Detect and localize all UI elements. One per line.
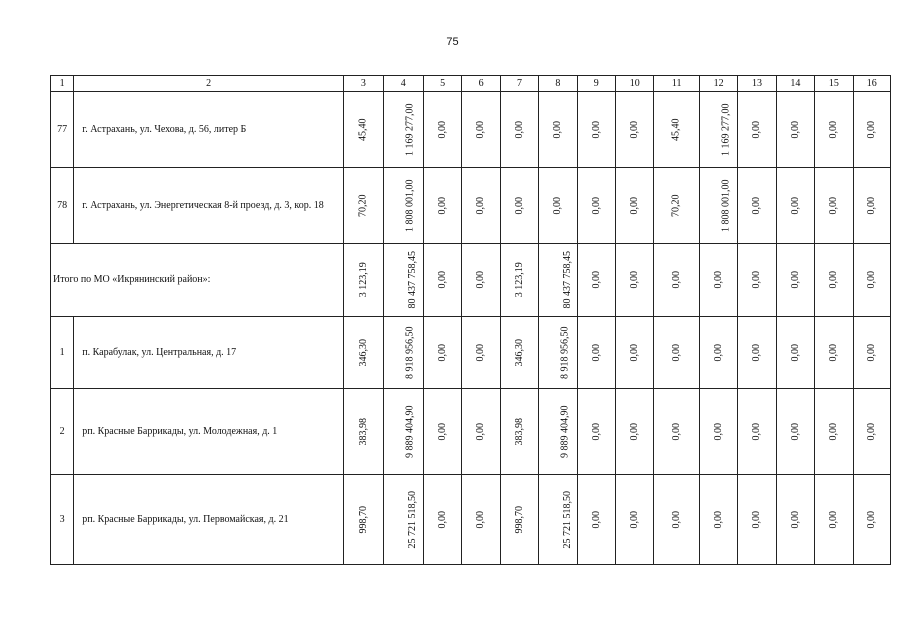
value-cell [654, 244, 699, 317]
value-text: 0,00 [590, 422, 602, 441]
value-text: 0,00 [513, 120, 525, 139]
value-cell [699, 475, 737, 565]
header-cell: 6 [462, 76, 500, 92]
value-cell [853, 389, 890, 475]
data-table [50, 75, 891, 565]
value-text: 0,00 [628, 196, 640, 215]
value-cell [699, 317, 737, 389]
value-cell [738, 389, 776, 475]
value-cell [738, 475, 776, 565]
value-text: 0,00 [475, 510, 487, 529]
value-cell [577, 244, 615, 317]
value-cell [654, 168, 699, 244]
header-cell: 4 [383, 76, 423, 92]
address-cell: п. Карабулак, ул. Центральная, д. 17 [74, 317, 344, 389]
value-cell [699, 168, 737, 244]
value-cell [423, 244, 461, 317]
value-cell [853, 317, 890, 389]
value-cell [853, 168, 890, 244]
header-cell: 14 [776, 76, 814, 92]
value-text: 0,00 [436, 422, 448, 441]
value-text: 3 123,19 [357, 262, 369, 298]
value-cell [776, 244, 814, 317]
table-row [51, 168, 891, 244]
value-text: 0,00 [751, 422, 763, 441]
value-text: 0,00 [712, 343, 724, 362]
value-text: 0,00 [866, 343, 877, 362]
value-cell [616, 475, 654, 565]
value-cell [654, 389, 699, 475]
value-text: 1 808 001,00 [404, 179, 416, 232]
value-text: 0,00 [828, 510, 840, 529]
value-cell [815, 389, 853, 475]
address-cell: г. Астрахань, ул. Чехова, д. 56, литер Б [74, 92, 344, 168]
value-text: 0,00 [628, 422, 640, 441]
value-cell [383, 168, 423, 244]
page-number: 75 [446, 36, 459, 48]
value-cell [577, 168, 615, 244]
value-cell [383, 244, 423, 317]
header-cell: 12 [699, 76, 737, 92]
value-cell [738, 244, 776, 317]
value-text: 0,00 [712, 422, 724, 441]
value-text: 0,00 [436, 196, 448, 215]
value-text: 998,70 [513, 505, 525, 534]
row-number: 1 [51, 317, 74, 389]
value-text: 25 721 518,50 [406, 490, 418, 549]
value-cell [462, 244, 500, 317]
value-text: 0,00 [590, 196, 602, 215]
value-cell [815, 168, 853, 244]
value-cell [738, 92, 776, 168]
table-row [51, 317, 891, 389]
value-text: 1 169 277,00 [720, 103, 732, 156]
value-text: 0,00 [590, 510, 602, 529]
total-label: Итого по МО «Икрянинский район»: [51, 244, 344, 317]
value-text: 0,00 [590, 271, 602, 289]
value-text: 0,00 [670, 510, 682, 529]
header-cell: 2 [74, 76, 344, 92]
value-text: 45,40 [670, 118, 682, 141]
value-cell [423, 317, 461, 389]
header-row [51, 76, 891, 92]
value-cell [462, 168, 500, 244]
value-cell [699, 92, 737, 168]
value-cell [539, 244, 577, 317]
value-cell [383, 389, 423, 475]
value-text: 0,00 [475, 422, 487, 441]
value-text: 0,00 [789, 271, 801, 289]
value-text: 0,00 [866, 422, 877, 441]
value-cell [738, 168, 776, 244]
value-text: 0,00 [712, 271, 724, 289]
table-row [51, 475, 891, 565]
header-cell: 10 [616, 76, 654, 92]
value-cell [423, 475, 461, 565]
value-cell [699, 244, 737, 317]
value-text: 0,00 [436, 510, 448, 529]
value-cell [462, 475, 500, 565]
value-text: 0,00 [789, 120, 801, 139]
header-cell: 11 [654, 76, 699, 92]
value-cell [616, 92, 654, 168]
value-cell [383, 317, 423, 389]
value-text: 0,00 [628, 343, 640, 362]
value-cell [776, 168, 814, 244]
value-text: 45,40 [357, 118, 369, 141]
value-text: 8 918 956,50 [404, 326, 416, 379]
address-cell: г. Астрахань, ул. Энергетическая 8-й проезд, д. 3, кор. 18 [74, 168, 344, 244]
value-text: 0,00 [628, 510, 640, 529]
value-text: 0,00 [590, 120, 602, 139]
value-text: 0,00 [828, 196, 840, 215]
value-text: 0,00 [436, 120, 448, 139]
value-cell [500, 317, 538, 389]
value-text: 0,00 [475, 120, 487, 139]
header-cell: 16 [853, 76, 890, 92]
value-text: 0,00 [475, 343, 487, 362]
total-row [51, 244, 891, 317]
value-cell [344, 389, 383, 475]
value-cell [616, 317, 654, 389]
value-cell [383, 475, 423, 565]
value-text: 0,00 [670, 343, 682, 362]
value-text: 0,00 [552, 196, 564, 215]
value-text: 80 437 758,45 [406, 251, 418, 309]
value-text: 0,00 [712, 510, 724, 529]
value-text: 0,00 [751, 510, 763, 529]
value-cell [462, 389, 500, 475]
value-text: 998,70 [357, 505, 369, 534]
value-cell [423, 389, 461, 475]
value-cell [344, 317, 383, 389]
address-cell: рп. Красные Баррикады, ул. Молодежная, д. 1 [74, 389, 344, 475]
value-cell [539, 389, 577, 475]
value-cell [577, 389, 615, 475]
value-text: 3 123,19 [513, 262, 525, 298]
value-text: 9 889 404,90 [404, 405, 416, 458]
value-text: 0,00 [866, 510, 877, 529]
value-cell [344, 168, 383, 244]
value-text: 0,00 [828, 422, 840, 441]
value-cell [654, 317, 699, 389]
value-text: 0,00 [628, 271, 640, 289]
value-text: 0,00 [789, 510, 801, 529]
value-cell [423, 168, 461, 244]
value-cell [654, 92, 699, 168]
value-text: 0,00 [670, 271, 682, 289]
value-cell [616, 168, 654, 244]
header-cell: 15 [815, 76, 853, 92]
header-cell: 7 [500, 76, 538, 92]
value-cell [462, 92, 500, 168]
value-cell [776, 475, 814, 565]
value-cell [699, 389, 737, 475]
value-cell [500, 168, 538, 244]
value-text: 0,00 [628, 120, 640, 139]
row-number: 2 [51, 389, 74, 475]
row-number: 78 [51, 168, 74, 244]
value-text: 0,00 [475, 271, 487, 289]
value-cell [853, 244, 890, 317]
value-cell [853, 92, 890, 168]
value-text: 8 918 956,50 [559, 326, 571, 379]
value-cell [344, 475, 383, 565]
header-cell: 1 [51, 76, 74, 92]
value-cell [616, 244, 654, 317]
value-text: 0,00 [751, 196, 763, 215]
value-text: 0,00 [436, 271, 448, 289]
value-cell [815, 475, 853, 565]
value-cell [776, 389, 814, 475]
table-row [51, 389, 891, 475]
value-text: 0,00 [751, 343, 763, 362]
value-cell [423, 92, 461, 168]
value-cell [383, 92, 423, 168]
value-text: 0,00 [513, 196, 525, 215]
value-text: 70,20 [670, 194, 682, 217]
value-cell [500, 389, 538, 475]
value-text: 383,98 [357, 417, 369, 446]
row-number: 3 [51, 475, 74, 565]
value-cell [462, 317, 500, 389]
value-cell [654, 475, 699, 565]
value-text: 1 808 001,00 [720, 179, 732, 232]
header-cell: 3 [344, 76, 383, 92]
value-text: 9 889 404,90 [559, 405, 571, 458]
value-text: 80 437 758,45 [562, 251, 574, 309]
value-text: 0,00 [866, 120, 877, 139]
value-cell [577, 475, 615, 565]
header-cell: 8 [539, 76, 577, 92]
value-text: 0,00 [751, 271, 763, 289]
row-number: 77 [51, 92, 74, 168]
address-cell: рп. Красные Баррикады, ул. Первомайская, д. 21 [74, 475, 344, 565]
value-text: 1 169 277,00 [404, 103, 416, 156]
value-text: 0,00 [670, 422, 682, 441]
value-cell [344, 92, 383, 168]
value-cell [815, 317, 853, 389]
value-cell [815, 92, 853, 168]
value-text: 0,00 [828, 343, 840, 362]
value-text: 0,00 [789, 196, 801, 215]
value-text: 70,20 [357, 194, 369, 217]
value-text: 0,00 [590, 343, 602, 362]
value-cell [616, 389, 654, 475]
value-text: 0,00 [475, 196, 487, 215]
value-cell [776, 317, 814, 389]
header-cell: 9 [577, 76, 615, 92]
value-cell [539, 317, 577, 389]
value-text: 0,00 [866, 271, 877, 289]
value-cell [539, 92, 577, 168]
value-cell [539, 168, 577, 244]
value-text: 0,00 [789, 422, 801, 441]
value-text: 383,98 [513, 417, 525, 446]
value-text: 346,30 [357, 338, 369, 367]
table-row [51, 92, 891, 168]
value-text: 346,30 [513, 338, 525, 367]
value-text: 0,00 [789, 343, 801, 362]
value-text: 0,00 [828, 120, 840, 139]
value-cell [344, 244, 383, 317]
value-cell [577, 317, 615, 389]
value-text: 0,00 [751, 120, 763, 139]
header-cell: 13 [738, 76, 776, 92]
value-cell [853, 475, 890, 565]
value-text: 25 721 518,50 [562, 490, 574, 549]
value-text: 0,00 [552, 120, 564, 139]
value-text: 0,00 [866, 196, 877, 215]
value-text: 0,00 [436, 343, 448, 362]
value-cell [500, 92, 538, 168]
value-cell [500, 244, 538, 317]
value-text: 0,00 [828, 271, 840, 289]
value-cell [738, 317, 776, 389]
value-cell [500, 475, 538, 565]
value-cell [815, 244, 853, 317]
value-cell [577, 92, 615, 168]
header-cell: 5 [423, 76, 461, 92]
value-cell [539, 475, 577, 565]
value-cell [776, 92, 814, 168]
